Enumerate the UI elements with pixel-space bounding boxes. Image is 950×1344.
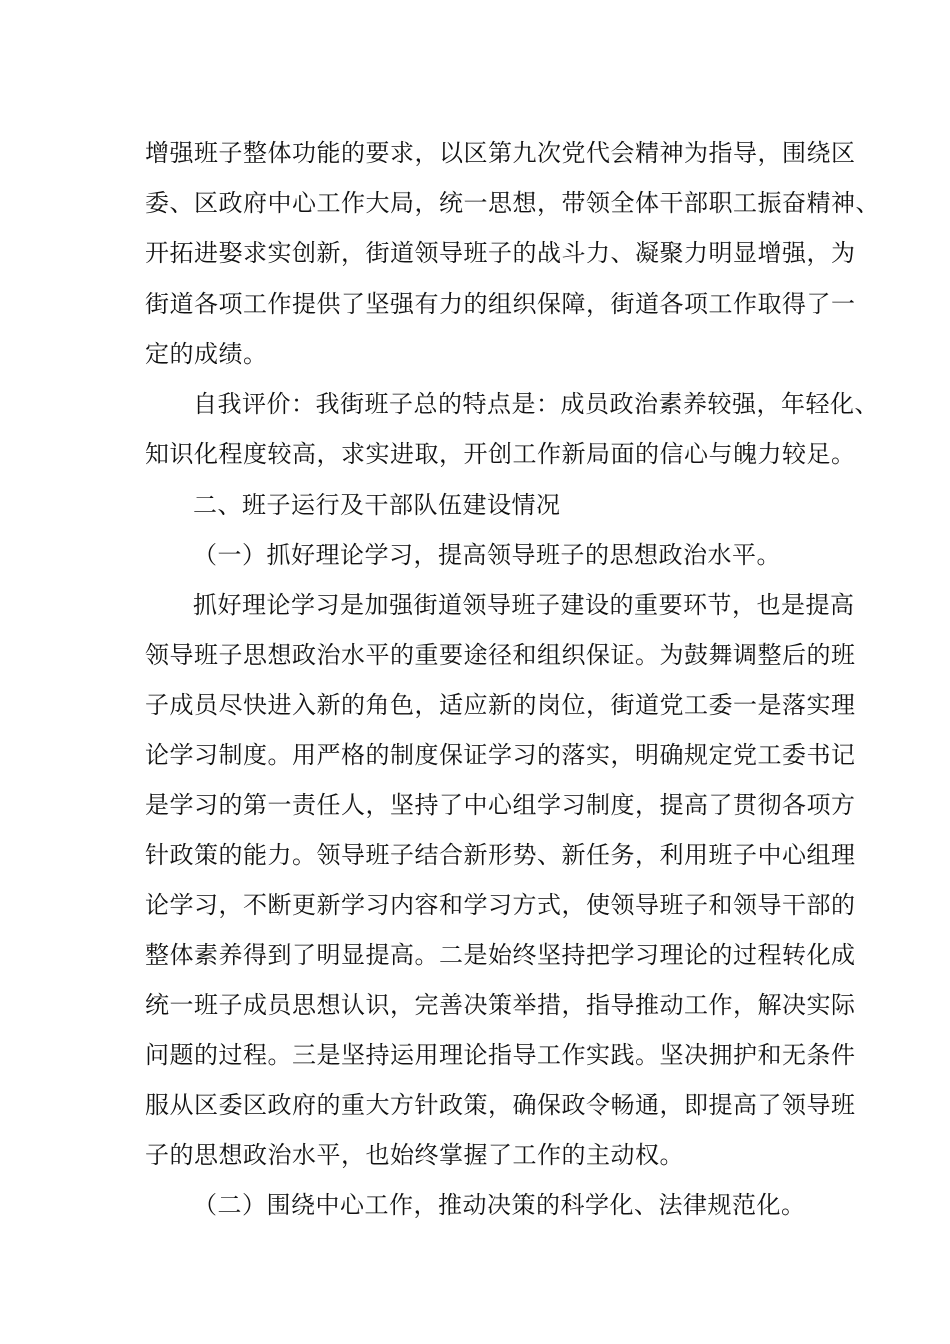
text-line: 统一班子成员思想认识，完善决策举措，指导推动工作，解决实际 [145, 991, 856, 1019]
text-line: 整体素养得到了明显提高。二是始终坚持把学习理论的过程转化成 [145, 941, 856, 969]
text-line: 问题的过程。三是坚持运用理论指导工作实践。坚决拥护和无条件 [145, 1041, 856, 1069]
subsection-heading: （二）围绕中心工作，推动决策的科学化、法律规范化。 [193, 1191, 806, 1219]
text-line: 针政策的能力。领导班子结合新形势、新任务，利用班子中心组理 [145, 841, 856, 869]
text-line: 服从区委区政府的重大方针政策，确保政令畅通，即提高了领导班 [145, 1091, 856, 1119]
text-line: 定的成绩。 [145, 340, 268, 368]
text-line: 论学习，不断更新学习内容和学习方式，使领导班子和领导干部的 [145, 891, 856, 919]
text-line: 街道各项工作提供了坚强有力的组织保障，街道各项工作取得了一 [145, 290, 856, 318]
paragraph-start: 抓好理论学习是加强街道领导班子建设的重要环节，也是提高 [193, 591, 855, 619]
subsection-heading: （一）抓好理论学习，提高领导班子的思想政治水平。 [193, 541, 781, 569]
text-line: 论学习制度。用严格的制度保证学习的落实，明确规定党工委书记 [145, 741, 856, 769]
text-line: 子的思想政治水平，也始终掌握了工作的主动权。 [145, 1141, 684, 1169]
text-line: 子成员尽快进入新的角色，适应新的岗位，街道党工委一是落实理 [145, 691, 856, 719]
text-line: 增强班子整体功能的要求，以区第九次党代会精神为指导，围绕区 [145, 139, 856, 167]
text-line: 开拓进娶求实创新，街道领导班子的战斗力、凝聚力明显增强，为 [145, 239, 856, 267]
text-line: 领导班子思想政治水平的重要途径和组织保证。为鼓舞调整后的班 [145, 641, 856, 669]
text-line: 知识化程度较高，求实进取，开创工作新局面的信心与魄力较足。 [145, 440, 856, 468]
self-evaluation-paragraph: 自我评价：我街班子总的特点是：成员政治素养较强，年轻化、 [193, 390, 879, 418]
section-heading: 二、班子运行及干部队伍建设情况 [193, 491, 561, 519]
text-line: 是学习的第一责任人，坚持了中心组学习制度，提高了贯彻各项方 [145, 791, 856, 819]
text-line: 委、区政府中心工作大局，统一思想，带领全体干部职工振奋精神、 [145, 189, 880, 217]
